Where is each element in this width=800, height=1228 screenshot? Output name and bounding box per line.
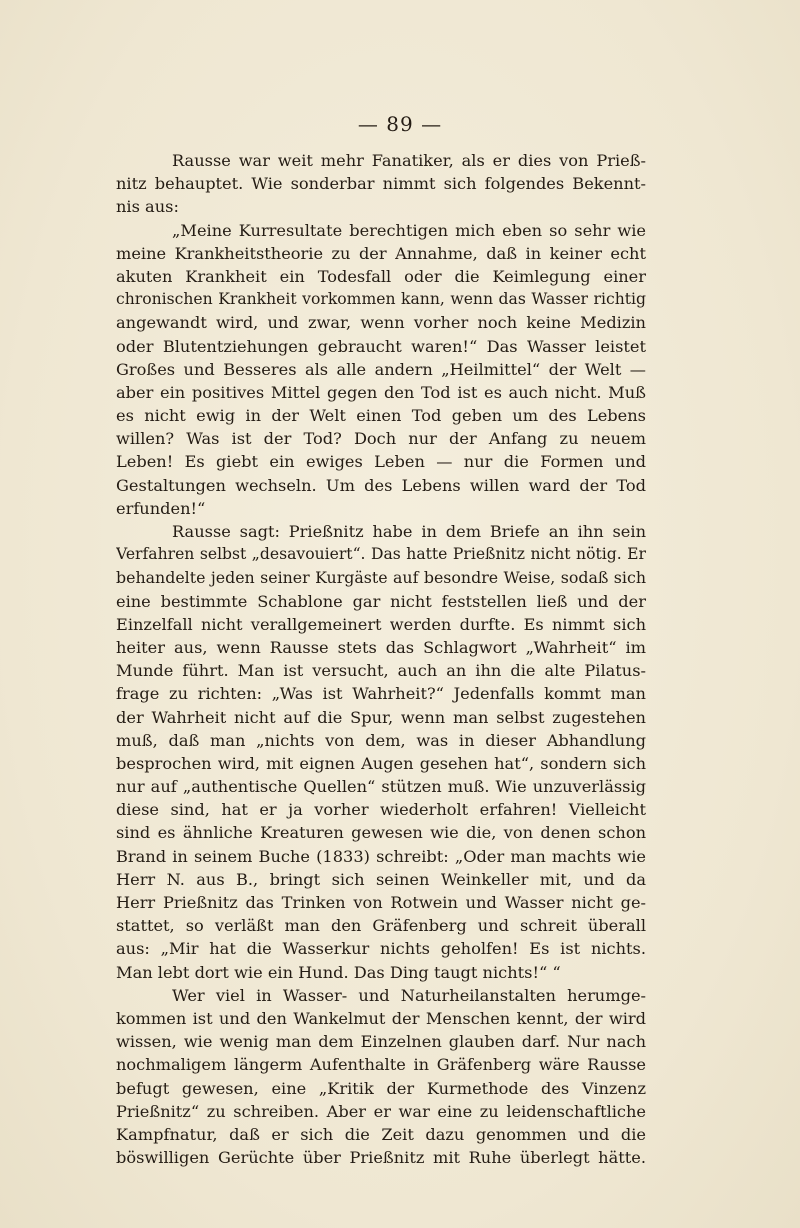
text-line: Rausse sagt: Prießnitz habe in dem Briefe an ihn sein: [172, 522, 646, 541]
text-line: chronischen Krankheit vorkommen kann, wenn das Wasser richtig: [116, 290, 646, 309]
text-line: Großes und Besseres als alle andern „Heilmittel“ der Welt —: [116, 359, 646, 379]
text-line: frage zu richten: „Was ist Wahrheit?“ Jedenfalls kommt man: [116, 684, 646, 704]
text-line: befugt gewesen, eine „Kritik der Kurmethode des Vinzenz: [116, 1078, 646, 1098]
text-line: Prießnitz“ zu schreiben. Aber er war eine zu leidenschaftliche: [116, 1101, 646, 1121]
text-line: behandelte jeden seiner Kurgäste auf besondre Weise, sodaß sich: [116, 568, 646, 588]
text-line: oder Blutentziehungen gebraucht waren!“ Das Wasser leistet: [116, 336, 646, 356]
text-line: sind es ähnliche Kreaturen gewesen wie die, von denen schon: [116, 823, 646, 843]
text-line: böswilligen Gerüchte über Prießnitz mit Ruhe überlegt hätte.: [116, 1148, 646, 1168]
text-line: stattet, so verläßt man den Gräfenberg und schreit überall: [116, 916, 646, 936]
page-number: — 89 —: [357, 112, 443, 136]
text-line: der Wahrheit nicht auf die Spur, wenn man selbst zugestehen: [116, 707, 646, 727]
text-line: Herr Prießnitz das Trinken von Rotwein und Wasser nicht ge-: [116, 893, 646, 912]
text-line: willen? Was ist der Tod? Doch nur der Anfang zu neuem: [116, 429, 646, 449]
text-line: nochmaligem längerm Aufenthalte in Gräfenberg wäre Rausse: [116, 1055, 646, 1075]
text-line: Gestaltungen wechseln. Um des Lebens willen ward der Tod: [116, 475, 646, 495]
text-line: Rausse war weit mehr Fanatiker, als er dies von Prieß-: [172, 151, 646, 170]
text-line: kommen ist und den Wankelmut der Menschen kennt, der wird: [116, 1008, 646, 1028]
text-line: akuten Krankheit ein Todesfall oder die Keimlegung einer: [116, 266, 646, 286]
text-line: wissen, wie wenig man dem Einzelnen glauben darf. Nur nach: [116, 1032, 646, 1052]
text-line: meine Krankheitstheorie zu der Annahme, daß in keiner echt: [116, 243, 646, 263]
text-line: Brand in seinem Buche (1833) schreibt: „Oder man machts wie: [116, 846, 646, 866]
text-line: eine bestimmte Schablone gar nicht feststellen ließ und der: [116, 591, 646, 611]
text-line: aber ein positives Mittel gegen den Tod ist es auch nicht. Muß: [116, 382, 646, 402]
text-line: besprochen wird, mit eignen Augen gesehen hat“, sondern sich: [116, 753, 646, 773]
text-line: heiter aus, wenn Rausse stets das Schlagwort „Wahrheit“ im: [116, 637, 646, 657]
text-line: angewandt wird, und zwar, wenn vorher noch keine Medizin: [116, 313, 646, 333]
text-line: „Meine Kurresultate berechtigen mich eben so sehr wie: [172, 220, 646, 240]
text-line: diese sind, hat er ja vorher wiederholt erfahren! Vielleicht: [116, 800, 646, 820]
text-line: Einzelfall nicht verallgemeinert werden durfte. Es nimmt sich: [116, 614, 646, 634]
text-line: Verfahren selbst „desavouiert“. Das hatte Prießnitz nicht nötig. Er: [116, 545, 646, 564]
text-line: Herr N. aus B., bringt sich seinen Weinkeller mit, und da: [116, 869, 646, 889]
text-line: es nicht ewig in der Welt einen Tod geben um des Lebens: [116, 406, 646, 426]
text-line: aus: „Mir hat die Wasserkur nichts geholfen! Es ist nichts.: [116, 939, 646, 959]
text-line: nitz behauptet. Wie sonderbar nimmt sich folgendes Bekennt-: [116, 174, 646, 194]
text-line: Leben! Es giebt ein ewiges Leben — nur die Formen und: [116, 452, 646, 472]
text-line: nis aus:: [116, 197, 179, 217]
text-line: muß, daß man „nichts von dem, was in dieser Abhandlung: [116, 730, 646, 750]
text-line: erfunden!“: [116, 498, 206, 518]
text-line: Wer viel in Wasser- und Naturheilanstalten herumge-: [172, 985, 646, 1005]
text-line: Man lebt dort wie ein Hund. Das Ding taugt nichts!“ “: [116, 962, 561, 982]
text-line: Kampfnatur, daß er sich die Zeit dazu genommen und die: [116, 1124, 646, 1144]
text-line: Munde führt. Man ist versucht, auch an ihn die alte Pilatus-: [116, 661, 646, 681]
body-text: [116, 149, 646, 1169]
text-line: nur auf „authentische Quellen“ stützen muß. Wie unzuverlässig: [116, 777, 646, 797]
